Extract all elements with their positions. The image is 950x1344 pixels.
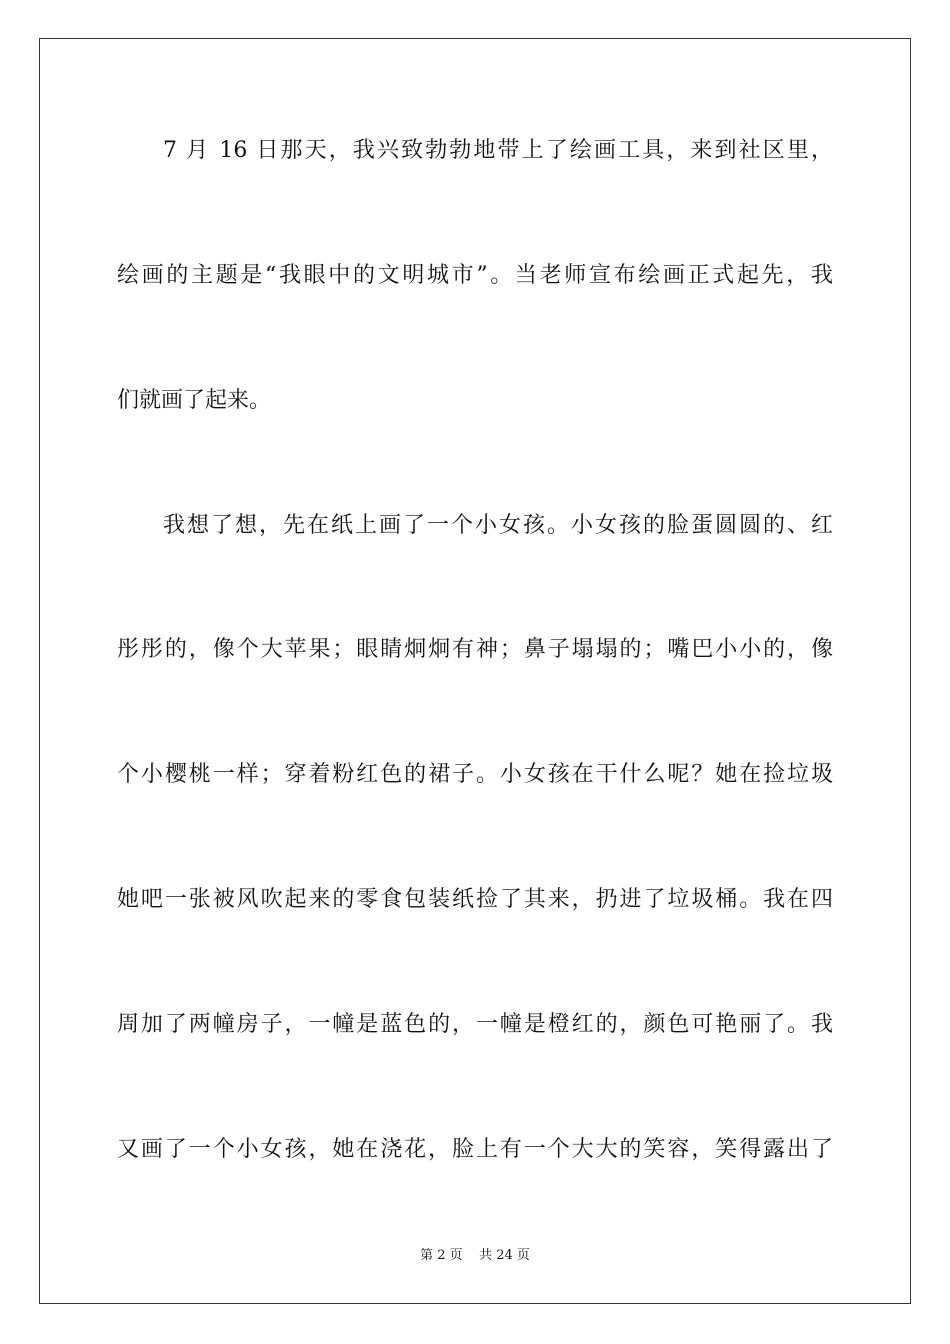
paragraph-2-line-2: 彤彤的，像个大苹果；眼睛炯炯有神；鼻子塌塌的；嘴巴小小的，像 xyxy=(117,637,833,662)
paragraph-1-line-1: 7 月 16 日那天，我兴致勃勃地带上了绘画工具，来到社区里， xyxy=(163,138,833,163)
paragraph-2-line-3: 个小樱桃一样；穿着粉红色的裙子。小女孩在干什么呢？她在捡垃圾 xyxy=(117,762,833,787)
paragraph-2-line-5: 周加了两幢房子，一幢是蓝色的，一幢是橙红的，颜色可艳丽了。我 xyxy=(117,1012,833,1037)
page-number-footer: 第 2 页 共 24 页 xyxy=(420,1248,530,1263)
paragraph-2-line-4: 她吧一张被风吹起来的零食包装纸捡了其来，扔进了垃圾桶。我在四 xyxy=(117,887,833,912)
paragraph-2-line-6: 又画了一个小女孩，她在浇花，脸上有一个大大的笑容，笑得露出了 xyxy=(117,1137,833,1162)
paragraph-2-line-1: 我想了想，先在纸上画了一个小女孩。小女孩的脸蛋圆圆的、红 xyxy=(163,513,833,538)
paragraph-1-line-3: 们就画了起来。 xyxy=(117,388,272,413)
paragraph-1-line-2: 绘画的主题是“我眼中的文明城市”。当老师宣布绘画正式起先，我 xyxy=(117,263,833,288)
page-border xyxy=(39,38,911,1304)
